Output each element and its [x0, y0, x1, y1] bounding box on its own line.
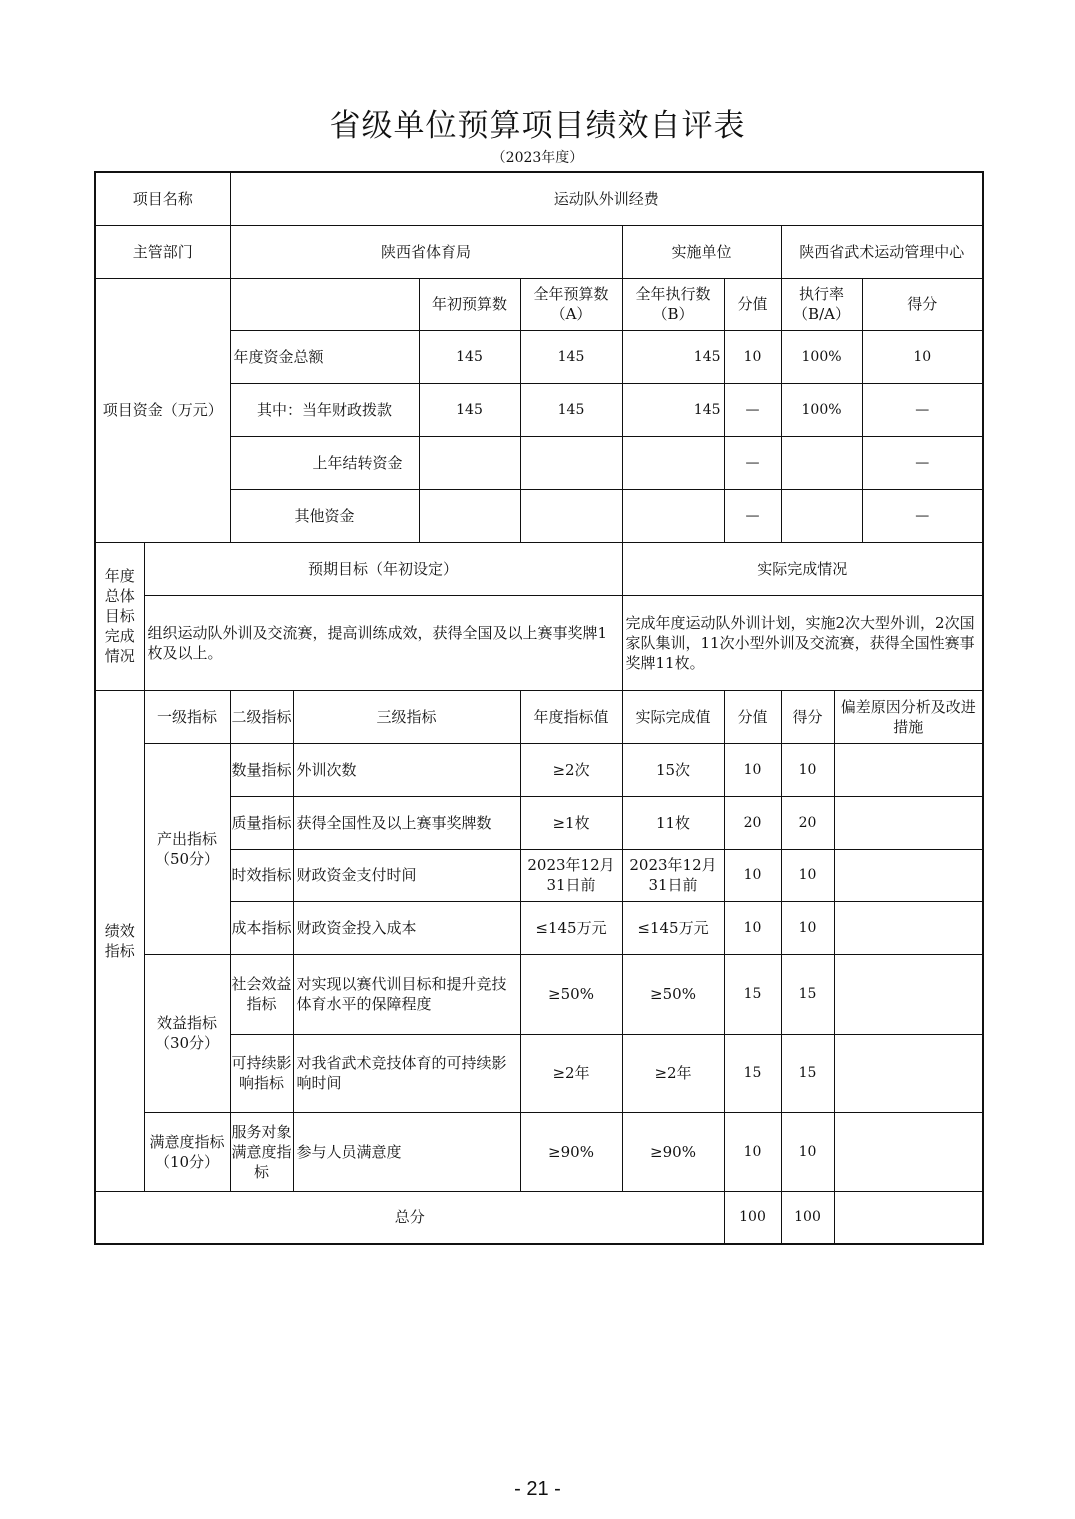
indicator-actual: ≥50%: [622, 954, 724, 1034]
indicators-section-label: 绩效指标: [95, 690, 144, 1191]
indicators-header-analysis: 偏差原因分析及改进措施: [834, 690, 983, 743]
total-score: 100: [781, 1191, 834, 1244]
indicator-analysis: [834, 849, 983, 901]
indicator-score-value: 10: [724, 901, 781, 954]
funds-header-row: [95, 278, 983, 330]
total-label: 总分: [95, 1191, 724, 1244]
indicator-level1: 产出指标（50分）: [144, 743, 230, 954]
project-name-value: 运动队外训经费: [230, 172, 983, 225]
funds-row-initial: 145: [419, 383, 520, 436]
funds-header-annual: 全年预算数（A）: [520, 278, 622, 330]
indicator-target: ≥50%: [520, 954, 622, 1034]
indicator-level1: 效益指标（30分）: [144, 954, 230, 1112]
indicator-level3: 对实现以赛代训目标和提升竞技体育水平的保障程度: [293, 954, 520, 1034]
indicators-header-row: [95, 690, 983, 743]
total-score-value: 100: [724, 1191, 781, 1244]
indicator-target: ≥2次: [520, 743, 622, 796]
indicator-target: ≥90%: [520, 1112, 622, 1191]
indicator-score-value: 20: [724, 796, 781, 849]
unit-label: 实施单位: [622, 225, 781, 278]
funds-row-annual: [520, 436, 622, 489]
project-name-label: 项目名称: [95, 172, 230, 225]
funds-row-executed: [622, 436, 724, 489]
funds-row-score: —: [862, 489, 983, 542]
indicator-analysis: [834, 954, 983, 1034]
funds-row-executed: [622, 489, 724, 542]
funds-row-score-value: 10: [724, 330, 781, 383]
indicator-actual: ≥2年: [622, 1034, 724, 1112]
goals-section-label: 年度总体目标完成情况: [95, 542, 144, 690]
funds-row-executed: 145: [622, 330, 724, 383]
department-row: [95, 225, 983, 278]
funds-header-rate: 执行率（B/A）: [781, 278, 862, 330]
indicators-header-level3: 三级指标: [293, 690, 520, 743]
indicator-row: [95, 743, 983, 796]
funds-row-rate: [781, 436, 862, 489]
indicator-level2: 服务对象满意度指标: [230, 1112, 293, 1191]
funds-row-score-value: —: [724, 383, 781, 436]
department-value: 陕西省体育局: [230, 225, 622, 278]
indicator-actual: 15次: [622, 743, 724, 796]
indicator-score: 10: [781, 1112, 834, 1191]
funds-row-initial: [419, 436, 520, 489]
indicators-header-level2: 二级指标: [230, 690, 293, 743]
funds-header-blank: [230, 278, 419, 330]
funds-header-initial: 年初预算数: [419, 278, 520, 330]
indicator-score: 15: [781, 954, 834, 1034]
funds-row-score-value: —: [724, 489, 781, 542]
indicator-level2: 可持续影响指标: [230, 1034, 293, 1112]
indicator-level3: 参与人员满意度: [293, 1112, 520, 1191]
indicators-header-score: 得分: [781, 690, 834, 743]
indicator-analysis: [834, 1112, 983, 1191]
department-label: 主管部门: [95, 225, 230, 278]
indicator-score: 10: [781, 743, 834, 796]
funds-row-initial: 145: [419, 330, 520, 383]
indicator-analysis: [834, 796, 983, 849]
goals-actual-label: 实际完成情况: [622, 542, 983, 595]
goals-expected-text: 组织运动队外训及交流赛，提高训练成效，获得全国及以上赛事奖牌1枚及以上。: [144, 595, 622, 690]
indicator-analysis: [834, 901, 983, 954]
funds-row-label: 其他资金: [230, 489, 419, 542]
form-subtitle: （2023年度）: [491, 150, 584, 166]
goals-content-row: [95, 595, 983, 690]
indicator-target: ≤145万元: [520, 901, 622, 954]
project-name-row: [95, 172, 983, 225]
funds-row-label: 上年结转资金: [230, 436, 419, 489]
indicator-actual: ≥90%: [622, 1112, 724, 1191]
indicator-target: 2023年12月31日前: [520, 849, 622, 901]
page-number: - 21 -: [514, 1478, 561, 1500]
funds-row-annual: 145: [520, 330, 622, 383]
funds-row-annual: 145: [520, 383, 622, 436]
funds-section-label: 项目资金（万元）: [95, 278, 230, 542]
funds-row-executed: 145: [622, 383, 724, 436]
funds-row-score: —: [862, 436, 983, 489]
funds-row-rate: 100%: [781, 383, 862, 436]
indicators-header-score-value: 分值: [724, 690, 781, 743]
indicator-level1: 满意度指标（10分）: [144, 1112, 230, 1191]
indicator-analysis: [834, 1034, 983, 1112]
indicator-score: 15: [781, 1034, 834, 1112]
evaluation-table: [94, 171, 984, 1245]
indicators-header-actual: 实际完成值: [622, 690, 724, 743]
funds-row-score: 10: [862, 330, 983, 383]
form-title: 省级单位预算项目绩效自评表: [329, 108, 746, 144]
indicator-analysis: [834, 743, 983, 796]
indicator-score-value: 10: [724, 1112, 781, 1191]
indicator-actual: 2023年12月31日前: [622, 849, 724, 901]
funds-row-score: —: [862, 383, 983, 436]
funds-row-rate: [781, 489, 862, 542]
funds-row-label: 其中：当年财政拨款: [230, 383, 419, 436]
funds-header-executed: 全年执行数（B）: [622, 278, 724, 330]
funds-row-score-value: —: [724, 436, 781, 489]
total-row: [95, 1191, 983, 1244]
indicator-level2: 数量指标: [230, 743, 293, 796]
indicator-row: [95, 954, 983, 1034]
goals-expected-label: 预期目标（年初设定）: [144, 542, 622, 595]
indicator-score: 10: [781, 901, 834, 954]
funds-row-rate: 100%: [781, 330, 862, 383]
indicator-actual: ≤145万元: [622, 901, 724, 954]
total-analysis: [834, 1191, 983, 1244]
indicator-score-value: 15: [724, 954, 781, 1034]
indicator-level3: 外训次数: [293, 743, 520, 796]
indicator-level3: 对我省武术竞技体育的可持续影响时间: [293, 1034, 520, 1112]
indicator-level3: 财政资金支付时间: [293, 849, 520, 901]
indicator-target: ≥2年: [520, 1034, 622, 1112]
funds-row-annual: [520, 489, 622, 542]
indicator-score-value: 15: [724, 1034, 781, 1112]
funds-header-score: 得分: [862, 278, 983, 330]
goals-header-row: [95, 542, 983, 595]
indicator-score: 10: [781, 849, 834, 901]
indicator-level2: 成本指标: [230, 901, 293, 954]
funds-row-label: 年度资金总额: [230, 330, 419, 383]
indicator-row: [95, 1112, 983, 1191]
indicator-score: 20: [781, 796, 834, 849]
goals-actual-text: 完成年度运动队外训计划，实施2次大型外训，2次国家队集训，11次小型外训及交流赛，获得全国性赛事奖牌11枚。: [622, 595, 983, 690]
indicator-level2: 质量指标: [230, 796, 293, 849]
indicator-score-value: 10: [724, 849, 781, 901]
indicator-level2: 社会效益指标: [230, 954, 293, 1034]
indicator-level2: 时效指标: [230, 849, 293, 901]
indicator-level3: 财政资金投入成本: [293, 901, 520, 954]
indicators-header-level1: 一级指标: [144, 690, 230, 743]
funds-row-initial: [419, 489, 520, 542]
indicator-score-value: 10: [724, 743, 781, 796]
indicator-level3: 获得全国性及以上赛事奖牌数: [293, 796, 520, 849]
funds-header-score-value: 分值: [724, 278, 781, 330]
indicator-target: ≥1枚: [520, 796, 622, 849]
unit-value: 陕西省武术运动管理中心: [781, 225, 983, 278]
indicators-header-target: 年度指标值: [520, 690, 622, 743]
indicator-actual: 11枚: [622, 796, 724, 849]
